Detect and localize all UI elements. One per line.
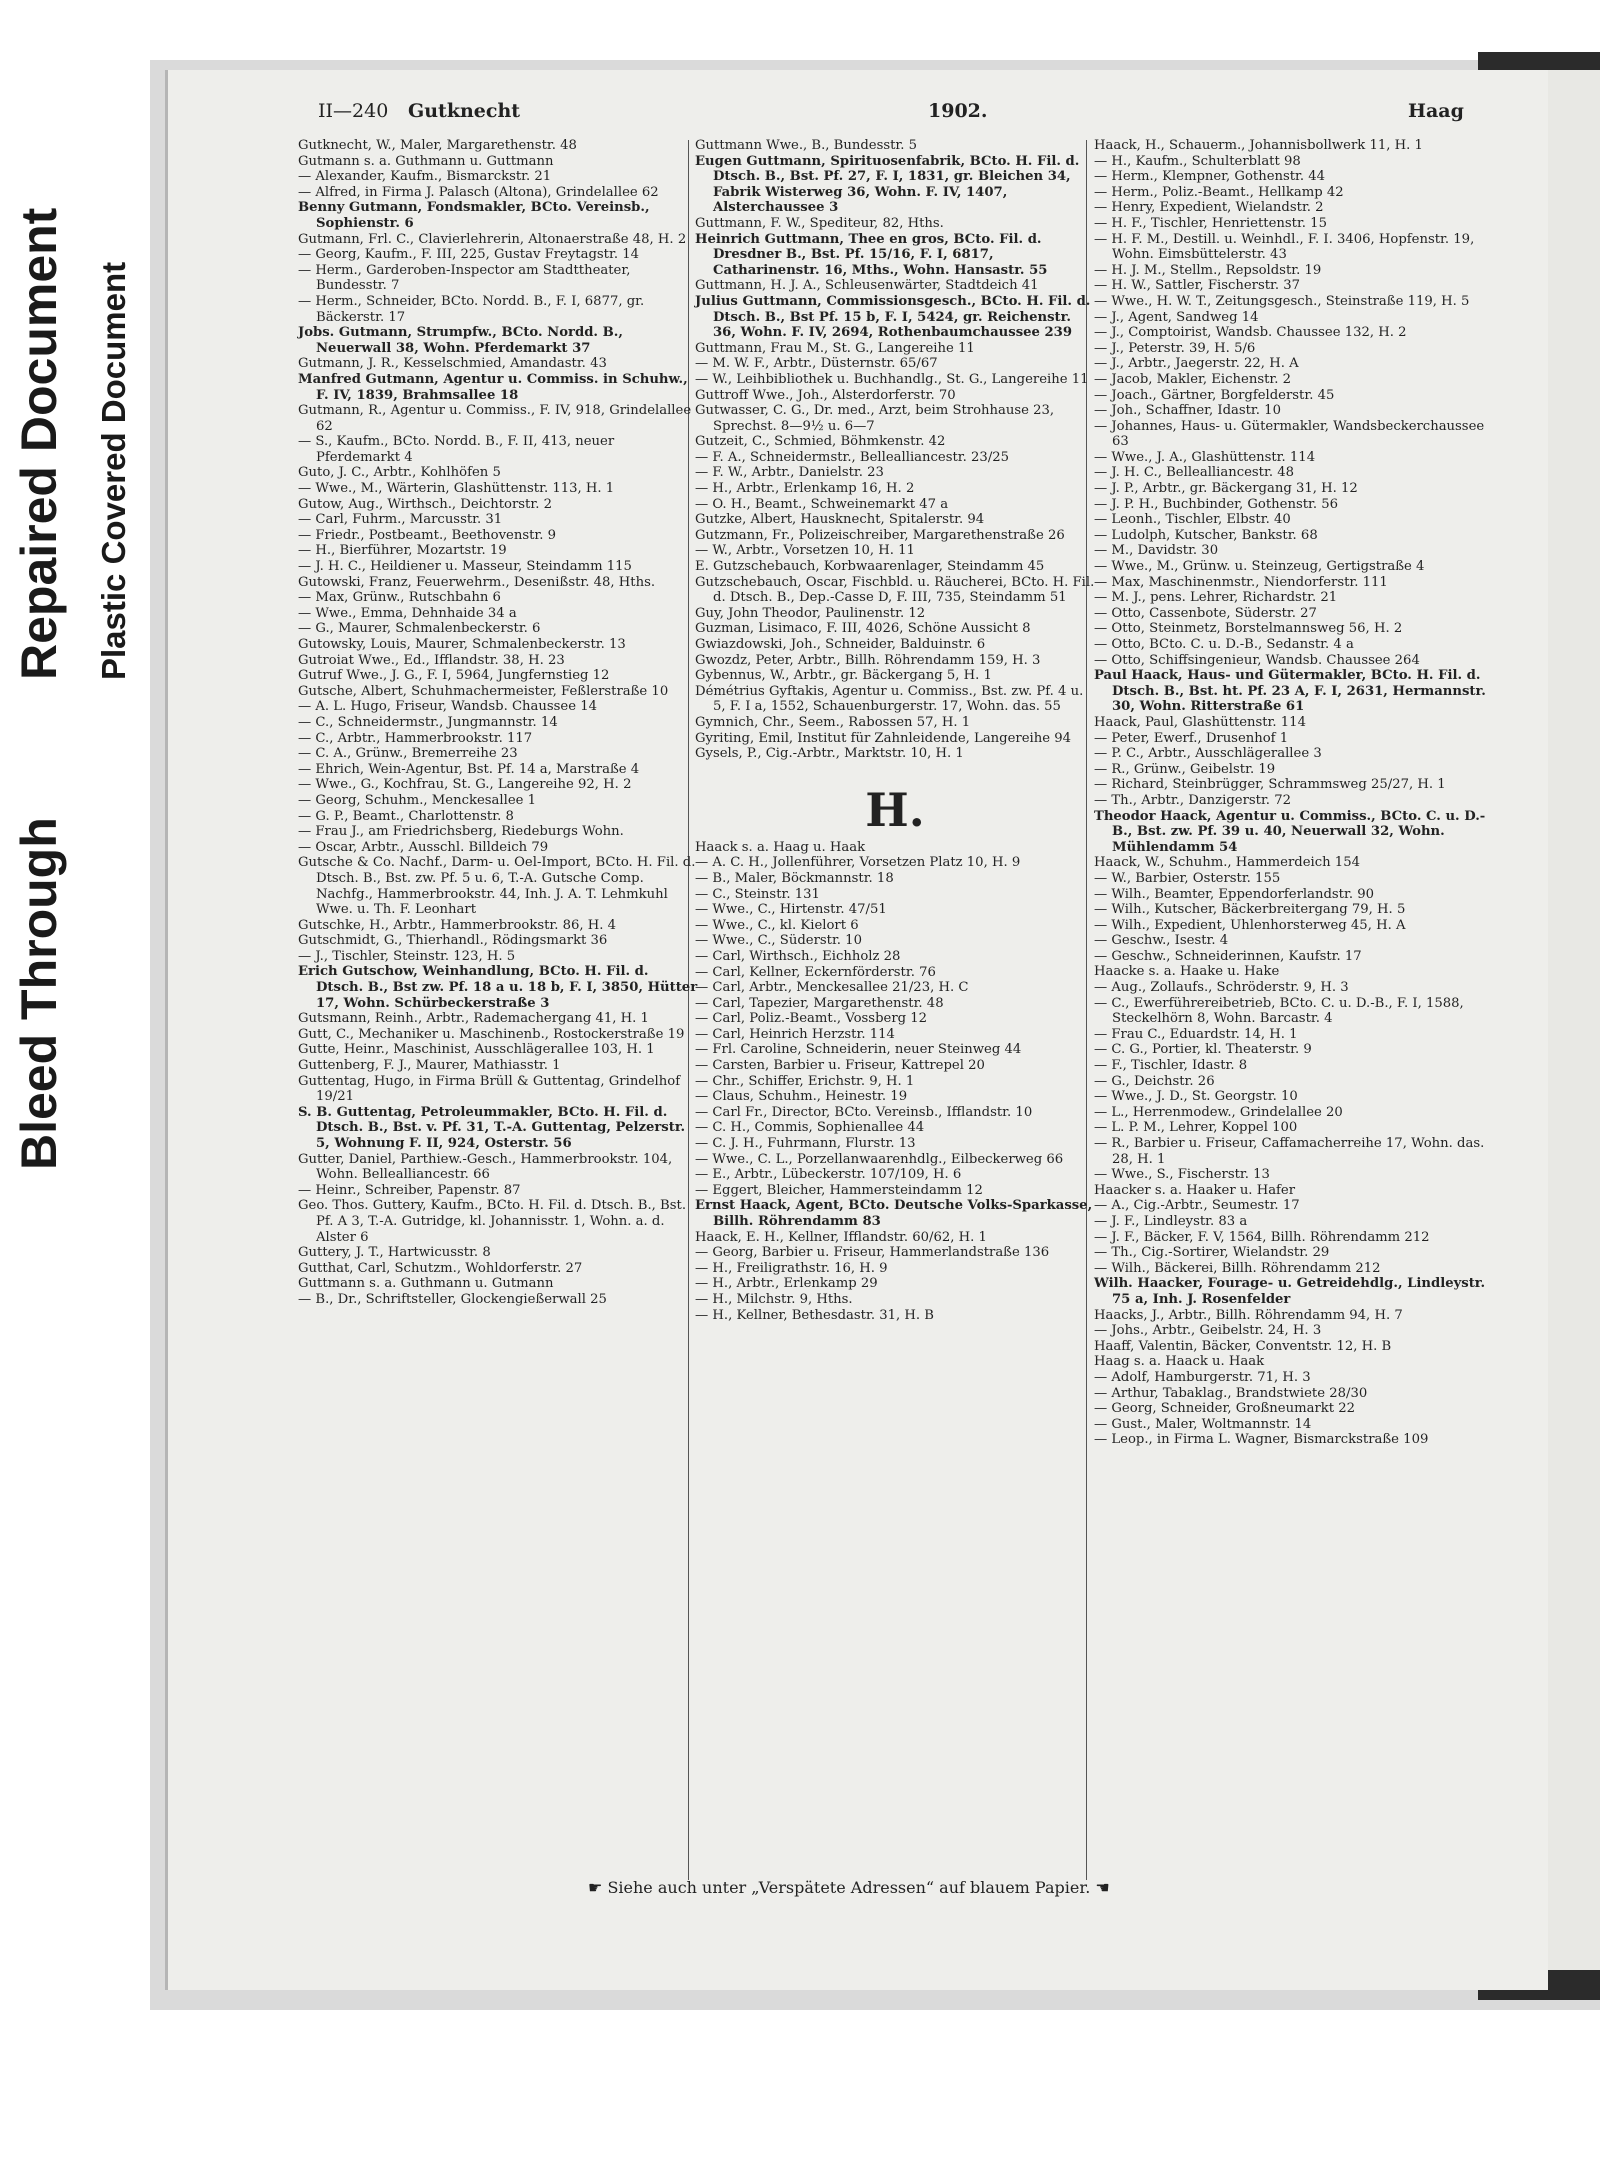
directory-entry: — Wwe., G., Kochfrau, St. G., Langereihe 92, H. 2 (298, 777, 632, 793)
directory-entry: — Georg, Kaufm., F. III, 225, Gustav Freytagstr. 14 (298, 247, 639, 263)
directory-entry: — C. G., Portier, kl. Theaterstr. 9 (1094, 1042, 1312, 1058)
directory-entry: Gutte, Heinr., Maschinist, Ausschlägerallee 103, H. 1 (298, 1042, 655, 1058)
directory-entry: — J. H. C., Heildiener u. Masseur, Steindamm 115 (298, 559, 632, 575)
directory-entry: Gutt, C., Mechaniker u. Maschinenb., Rostockerstraße 19 (298, 1026, 685, 1042)
side-label-bleed-through: Bleed Through (11, 817, 67, 1170)
directory-entry: Haack, Paul, Glashüttenstr. 114 (1094, 714, 1306, 730)
directory-entry: — Johs., Arbtr., Geibelstr. 24, H. 3 (1094, 1323, 1322, 1339)
directory-entry: — Th., Cig.-Sortirer, Wielandstr. 29 (1094, 1245, 1330, 1261)
footer-text: Siehe auch unter „Verspätete Adressen“ auf blauem Papier. (607, 1878, 1091, 1897)
directory-entry: — S., Kaufm., BCto. Nordd. B., F. II, 413, neuer Pferdemarkt 4 (298, 434, 615, 465)
directory-entry: Gutschmidt, G., Thierhandl., Rödingsmarkt 36 (298, 933, 608, 949)
directory-entry: Haack, E. H., Kellner, Ifflandstr. 60/62, H. 1 (695, 1229, 987, 1245)
directory-entry: — Herm., Garderoben-Inspector am Stadttheater, Bundesstr. 7 (298, 262, 631, 294)
directory-entry: — Ehrich, Wein-Agentur, Bst. Pf. 14 a, Marstraße 4 (298, 761, 640, 777)
header-left-word: Gutknecht (408, 100, 521, 122)
directory-entry: — Carl, Arbtr., Menckesallee 21/23, H. C (695, 980, 969, 996)
directory-entry: Gutsche, Albert, Schuhmachermeister, Feßlerstraße 10 (298, 683, 669, 699)
directory-entry: — Carl, Fuhrm., Marcusstr. 31 (298, 512, 503, 528)
directory-entry: — M. J., pens. Lehrer, Richardstr. 21 (1094, 590, 1338, 606)
directory-entry: — Friedr., Postbeamt., Beethovenstr. 9 (298, 527, 557, 543)
directory-entry: — Carl, Tapezier, Margarethenstr. 48 (695, 995, 944, 1011)
directory-entry: — Frau C., Eduardstr. 14, H. 1 (1094, 1026, 1298, 1042)
directory-entry: Guttentag, Hugo, in Firma Brüll & Guttentag, Grindelhof 19/21 (298, 1073, 681, 1105)
directory-entry: Gutter, Daniel, Parthiew.-Gesch., Hammerbrookstr. 104, Wohn. Bellealliancestr. 66 (298, 1151, 673, 1183)
directory-entry: — Georg, Barbier u. Friseur, Hammerlandstraße 136 (695, 1245, 1050, 1261)
directory-entry: Theodor Haack, Agentur u. Commiss., BCto. C. u. D.-B., Bst. zw. Pf. 39 u. 40, Neuerwall 32, Wohn. Mühlendamm 54 (1094, 808, 1486, 855)
directory-entry: — J. F., Bäcker, F. V, 1564, Billh. Röhrendamm 212 (1094, 1229, 1430, 1245)
directory-entry: — Wwe., J. A., Glashüttenstr. 114 (1094, 449, 1316, 465)
directory-entry: Guy, John Theodor, Paulinenstr. 12 (695, 605, 926, 621)
directory-entry: — Otto, Schiffsingenieur, Wandsb. Chaussee 264 (1094, 652, 1420, 668)
directory-entry: — Frau J., am Friedrichsberg, Riedeburgs Wohn. (298, 824, 624, 840)
directory-entry: — H., Arbtr., Erlenkamp 16, H. 2 (695, 481, 915, 497)
column-2-entries-g (695, 138, 1095, 762)
directory-entry: — Frl. Caroline, Schneiderin, neuer Steinweg 44 (695, 1042, 1022, 1058)
directory-entry: Gybennus, W., Arbtr., gr. Bäckergang 5, H. 1 (695, 668, 992, 684)
directory-entry: Wilh. Haacker, Fourage- u. Getreidehdlg., Lindleystr. 75 a, Inh. J. Rosenfelder (1094, 1276, 1486, 1307)
directory-entry: — Wwe., C., Süderstr. 10 (695, 933, 862, 949)
directory-entry: — Oscar, Arbtr., Ausschl. Billdeich 79 (298, 839, 549, 855)
directory-entry: — Gust., Maler, Woltmannstr. 14 (1094, 1416, 1312, 1432)
directory-entry: — P. C., Arbtr., Ausschlägerallee 3 (1094, 746, 1322, 762)
directory-entry: Gutsche & Co. Nachf., Darm- u. Oel-Import, BCto. H. Fil. d. Dtsch. B., Bst. zw. Pf. 5 u. 6, T.-A. Gutsche Comp. Nachfg., Hammerbrookstr. 44, Inh. J. A. T. Lehmkuhl Wwe. u. Th. F. Leonhart (298, 855, 696, 918)
directory-entry: — H., Kellner, Bethesdastr. 31, H. B (695, 1307, 934, 1323)
directory-entry: Haack, H., Schauerm., Johannisbollwerk 11, H. 1 (1094, 138, 1423, 153)
section-letter-h: H. (865, 782, 925, 837)
directory-entry: — A., Cig.-Arbtr., Seumestr. 17 (1094, 1198, 1300, 1214)
directory-entry: E. Gutzschebauch, Korbwaarenlager, Steindamm 45 (695, 559, 1045, 575)
column-1 (298, 138, 698, 1308)
directory-entry: — Carsten, Barbier u. Friseur, Kattrepel 20 (695, 1058, 985, 1074)
directory-entry: Guttmann, H. J. A., Schleusenwärter, Stadtdeich 41 (695, 278, 1039, 294)
directory-entry: Gutowsky, Louis, Maurer, Schmalenbeckerstr. 13 (298, 637, 626, 652)
directory-entry: — A. L. Hugo, Friseur, Wandsb. Chaussee 14 (298, 699, 598, 715)
directory-entry: — Max, Maschinenmstr., Niendorferstr. 111 (1094, 574, 1388, 590)
directory-entry: — Jacob, Makler, Eichenstr. 2 (1094, 371, 1292, 387)
directory-entry: — C., Schneidermstr., Jungmannstr. 14 (298, 714, 558, 730)
directory-entry: — H. F. M., Destill. u. Weinhdl., F. I. 3406, Hopfenstr. 19, Wohn. Eimsbüttelerstr. 43 (1094, 231, 1475, 263)
directory-entry: — Otto, Steinmetz, Borstelmannsweg 56, H. 2 (1094, 621, 1403, 637)
directory-entry: — H., Arbtr., Erlenkamp 29 (695, 1276, 878, 1292)
directory-entry: — Wilh., Bäckerei, Billh. Röhrendamm 212 (1094, 1260, 1381, 1276)
directory-entry: — Wwe., S., Fischerstr. 13 (1094, 1167, 1270, 1183)
directory-entry: — Max, Grünw., Rutschbahn 6 (298, 590, 501, 606)
directory-entry: — J., Comptoirist, Wandsb. Chaussee 132, H. 2 (1094, 325, 1407, 341)
directory-entry: Guttery, J. T., Hartwicusstr. 8 (298, 1245, 491, 1261)
directory-entry: S. B. Guttentag, Petroleummakler, BCto. H. Fil. d. Dtsch. B., Bst. v. Pf. 31, T.-A. Guttentag, Pelzerstr. 5, Wohnung F. II, 924, Osterstr. 56 (298, 1104, 686, 1151)
directory-entry: — Wwe., J. D., St. Georgstr. 10 (1094, 1089, 1298, 1105)
directory-entry: — H., Kaufm., Schulterblatt 98 (1094, 153, 1301, 169)
directory-entry: — Aug., Zollaufs., Schröderstr. 9, H. 3 (1094, 980, 1349, 996)
directory-entry: Gutmann, R., Agentur u. Commiss., F. IV, 918, Grindelallee 62 (298, 403, 692, 434)
directory-entry: Gutmann s. a. Guthmann u. Guttmann (298, 153, 554, 169)
directory-entry: Julius Guttmann, Commissionsgesch., BCto. H. Fil. d. Dtsch. B., Bst Pf. 15 b, F. I, 5424, gr. Reichenstr. 36, Wohn. F. IV, 2694, Rothenbaumchaussee 239 (695, 293, 1091, 341)
directory-entry: Paul Haack, Haus- und Gütermakler, BCto. H. Fil. d. Dtsch. B., Bst. ht. Pf. 23 A, F. I, 2631, Hermannstr. 30, Wohn. Ritterstraße 61 (1094, 668, 1486, 715)
directory-entry: — C. J. H., Fuhrmann, Flurstr. 13 (695, 1136, 916, 1152)
directory-entry: — H., Milchstr. 9, Hths. (695, 1291, 853, 1307)
directory-entry: — Leonh., Tischler, Elbstr. 40 (1094, 512, 1291, 528)
directory-entry: — Geschw., Isestr. 4 (1094, 933, 1229, 949)
column-2-entries-h (695, 840, 1095, 1323)
directory-entry: Gutowski, Franz, Feuerwehrm., Desenißstr. 48, Hths. (298, 574, 656, 590)
column-3 (1094, 138, 1494, 1448)
directory-entry: — F. W., Arbtr., Danielstr. 23 (695, 465, 884, 481)
directory-entry: — Wwe., C., kl. Kielort 6 (695, 917, 859, 933)
directory-entry: Guttmann, F. W., Spediteur, 82, Hths. (695, 215, 944, 231)
directory-entry: — Peter, Ewerf., Drusenhof 1 (1094, 730, 1289, 746)
directory-entry: Gwiazdowski, Joh., Schneider, Balduinstr. 6 (695, 637, 986, 652)
directory-entry: — M., Davidstr. 30 (1094, 543, 1219, 559)
directory-entry: — Claus, Schuhm., Heinestr. 19 (695, 1089, 908, 1105)
header-right-word: Haag (1408, 100, 1464, 122)
directory-entry: — L. P. M., Lehrer, Koppel 100 (1094, 1120, 1298, 1136)
directory-entry: — H. W., Sattler, Fischerstr. 37 (1094, 278, 1301, 294)
directory-entry: Guto, J. C., Arbtr., Kohlhöfen 5 (298, 465, 501, 481)
directory-entry: — J., Peterstr. 39, H. 5/6 (1094, 340, 1256, 356)
directory-entry: — J., Agent, Sandweg 14 (1094, 309, 1259, 325)
directory-entry: — Georg, Schuhm., Menckesallee 1 (298, 792, 537, 808)
adjacent-page-edge (1545, 70, 1600, 1970)
directory-entry: — G., Deichstr. 26 (1094, 1073, 1215, 1089)
directory-entry: Heinrich Guttmann, Thee en gros, BCto. Fil. d. Dresdner B., Bst. Pf. 15/16, F. I, 6817, Catharinenstr. 16, Mths., Wohn. Hansastr. 55 (695, 231, 1048, 278)
directory-entry: Gutsmann, Reinh., Arbtr., Rademachergang 41, H. 1 (298, 1011, 649, 1027)
directory-entry: Gwozdz, Peter, Arbtr., Billh. Röhrendamm 159, H. 3 (695, 652, 1041, 668)
directory-entry: Gutschke, H., Arbtr., Hammerbrookstr. 86, H. 4 (298, 917, 617, 933)
directory-entry: — L., Herrenmodew., Grindelallee 20 (1094, 1104, 1343, 1120)
directory-entry: Gymnich, Chr., Seem., Rabossen 57, H. 1 (695, 714, 971, 730)
directory-entry: — Carl, Poliz.-Beamt., Vossberg 12 (695, 1011, 928, 1027)
directory-entry: — C., Ewerführereibetrieb, BCto. C. u. D.-B., F. I, 1588, Steckelhörn 8, Wohn. Barcastr. 4 (1094, 995, 1464, 1027)
directory-entry: Gutzmann, Fr., Polizeischreiber, Margarethenstraße 26 (695, 527, 1065, 543)
directory-entry: — Alfred, in Firma J. Palasch (Altona), Grindelallee 62 (298, 184, 659, 200)
directory-entry: — C., Arbtr., Hammerbrookstr. 117 (298, 730, 533, 746)
page-header (318, 100, 1548, 140)
directory-entry: Geo. Thos. Guttery, Kaufm., BCto. H. Fil. d. Dtsch. B., Bst. Pf. A 3, T.-A. Gutridge, kl. Johannisstr. 1, Wohn. a. d. Alster 6 (298, 1198, 687, 1245)
directory-entry: Haacks, J., Arbtr., Billh. Röhrendamm 94, H. 7 (1094, 1307, 1403, 1323)
directory-entry: — M. W. F., Arbtr., Düsternstr. 65/67 (695, 356, 938, 372)
directory-entry: Gutzke, Albert, Hausknecht, Spitalerstr. 94 (695, 512, 985, 528)
directory-entry: Guttmann Wwe., B., Bundesstr. 5 (695, 138, 918, 153)
directory-entry: Gutknecht, W., Maler, Margarethenstr. 48 (298, 138, 577, 153)
directory-entry: Guttroff Wwe., Joh., Alsterdorferstr. 70 (695, 387, 956, 403)
directory-entry: — W., Barbier, Osterstr. 155 (1094, 870, 1281, 886)
directory-entry: — Arthur, Tabaklag., Brandstwiete 28/30 (1094, 1385, 1368, 1401)
directory-entry: — A. C. H., Jollenführer, Vorsetzen Platz 10, H. 9 (695, 855, 1021, 871)
directory-entry: Gutmann, Frl. C., Clavierlehrerin, Altonaerstraße 48, H. 2 (298, 231, 687, 247)
directory-entry: Guttenberg, F. J., Maurer, Mathiasstr. 1 (298, 1058, 561, 1074)
directory-entry: — Carl Fr., Director, BCto. Vereinsb., Ifflandstr. 10 (695, 1104, 1033, 1120)
directory-entry: — J. H. C., Bellealliancestr. 48 (1094, 465, 1294, 481)
directory-entry: — Herm., Klempner, Gothenstr. 44 (1094, 169, 1326, 185)
directory-entry: — Adolf, Hamburgerstr. 71, H. 3 (1094, 1369, 1311, 1385)
directory-entry: — W., Leihbibliothek u. Buchhandlg., St. G., Langereihe 11 (695, 371, 1089, 387)
directory-entry: — Otto, Cassenbote, Süderstr. 27 (1094, 605, 1317, 621)
directory-entry: Guttmann s. a. Guthmann u. Gutmann (298, 1276, 554, 1292)
directory-entry: Gutzeit, C., Schmied, Böhmkenstr. 42 (695, 434, 946, 450)
side-label-repaired: Repaired Document (11, 207, 67, 680)
directory-entry: — H. F., Tischler, Henriettenstr. 15 (1094, 215, 1327, 231)
directory-entry: Démétrius Gyftakis, Agentur u. Commiss., Bst. zw. Pf. 4 u. 5, F. I a, 1552, Schauenburgerstr. 17, Wohn. das. 55 (695, 683, 1084, 715)
directory-entry: — Eggert, Bleicher, Hammersteindamm 12 (695, 1182, 983, 1198)
directory-entry: — Richard, Steinbrügger, Schrammsweg 25/27, H. 1 (1094, 777, 1446, 793)
directory-entry: — F., Tischler, Idastr. 8 (1094, 1058, 1248, 1074)
directory-entry: — Wilh., Expedient, Uhlenhorsterweg 45, H. A (1094, 917, 1406, 933)
directory-entry: — B., Dr., Schriftsteller, Glockengießerwall 25 (298, 1291, 607, 1307)
directory-entry: — E., Arbtr., Lübeckerstr. 107/109, H. 6 (695, 1167, 962, 1183)
directory-entry: Erich Gutschow, Weinhandlung, BCto. H. Fil. d. Dtsch. B., Bst zw. Pf. 18 a u. 18 b, F. I, 3850, Hütter 17, Wohn. Schürbeckerstraße 3 (298, 964, 698, 1011)
directory-entry: — J., Tischler, Steinstr. 123, H. 5 (298, 948, 516, 964)
directory-entry: — Carl, Wirthsch., Eichholz 28 (695, 948, 901, 964)
directory-entry: — Otto, BCto. C. u. D.-B., Sedanstr. 4 a (1094, 637, 1354, 652)
directory-entry: — Chr., Schiffer, Erichstr. 9, H. 1 (695, 1073, 915, 1089)
directory-entry: — Johannes, Haus- u. Gütermakler, Wandsbeckerchaussee 63 (1094, 418, 1485, 450)
directory-entry: — Carl, Kellner, Eckernförderstr. 76 (695, 964, 936, 980)
directory-entry: Gutwasser, C. G., Dr. med., Arzt, beim Strohhause 23, Sprechst. 8—9½ u. 6—7 (695, 403, 1055, 434)
directory-entry: — F. A., Schneidermstr., Bellealliancestr. 23/25 (695, 449, 1010, 465)
directory-entry: Haack s. a. Haag u. Haak (695, 839, 866, 855)
directory-entry: Gysels, P., Cig.-Arbtr., Marktstr. 10, H. 1 (695, 746, 964, 762)
directory-entry: Guttmann, Frau M., St. G., Langereihe 11 (695, 340, 975, 356)
directory-entry: — H., Bierführer, Mozartstr. 19 (298, 543, 507, 559)
directory-entry: — R., Barbier u. Friseur, Caffamacherreihe 17, Wohn. das. 28, H. 1 (1094, 1136, 1485, 1167)
directory-entry: — Henry, Expedient, Wielandstr. 2 (1094, 200, 1324, 216)
directory-entry: — Wilh., Beamter, Eppendorferlandstr. 90 (1094, 886, 1374, 902)
directory-entry: — J. F., Lindleystr. 83 a (1094, 1213, 1248, 1229)
directory-entry: — O. H., Beamt., Schweinemarkt 47 a (695, 496, 949, 512)
footer-note: ☛ Siehe auch unter „Verspätete Adressen“ auf blauem Papier. ☚ (588, 1878, 1110, 1897)
directory-entry: Gutmann, J. R., Kesselschmied, Amandastr. 43 (298, 356, 607, 372)
directory-entry: Benny Gutmann, Fondsmakler, BCto. Vereinsb., Sophienstr. 6 (298, 200, 650, 231)
side-label-plastic-covered: Plastic Covered Document (95, 261, 132, 680)
directory-entry: — Carl, Heinrich Herzstr. 114 (695, 1026, 895, 1042)
directory-page (165, 70, 1548, 1990)
directory-entry: — Joach., Gärtner, Borgfelderstr. 45 (1094, 387, 1335, 403)
directory-entry: Jobs. Gutmann, Strumpfw., BCto. Nordd. B., Neuerwall 38, Wohn. Pferdemarkt 37 (298, 325, 623, 356)
directory-entry: — Alexander, Kaufm., Bismarckstr. 21 (298, 169, 552, 185)
directory-entry: — J. P. H., Buchbinder, Gothenstr. 56 (1094, 496, 1339, 512)
directory-entry: — Th., Arbtr., Danzigerstr. 72 (1094, 792, 1291, 808)
directory-entry: Gutthat, Carl, Schutzm., Wohldorferstr. 27 (298, 1260, 583, 1276)
directory-entry: Gutzschebauch, Oscar, Fischbld. u. Räucherei, BCto. H. Fil. d. Dtsch. B., Dep.-Casse D, F. III, 735, Steindamm 51 (695, 574, 1095, 606)
directory-entry: — Wwe., Emma, Dehnhaide 34 a (298, 605, 517, 621)
directory-entry: — C. H., Commis, Sophienallee 44 (695, 1120, 925, 1136)
directory-entry: — Leop., in Firma L. Wagner, Bismarckstraße 109 (1094, 1432, 1429, 1448)
page-number: II—240 (318, 100, 389, 122)
header-year: 1902. (928, 100, 988, 122)
directory-entry: Ernst Haack, Agent, BCto. Deutsche Volks-Sparkasse, Billh. Röhrendamm 83 (695, 1198, 1093, 1229)
directory-entry: Haacker s. a. Haaker u. Hafer (1094, 1182, 1296, 1198)
directory-entry: — Wilh., Kutscher, Bäckerbreitergang 79, H. 5 (1094, 902, 1406, 918)
directory-entry: — Herm., Poliz.-Beamt., Hellkamp 42 (1094, 184, 1344, 200)
directory-entry: — Wwe., M., Wärterin, Glashüttenstr. 113, H. 1 (298, 481, 615, 497)
column-2 (695, 138, 1095, 1323)
directory-entry: — Ludolph, Kutscher, Bankstr. 68 (1094, 527, 1318, 543)
directory-entry: — J. P., Arbtr., gr. Bäckergang 31, H. 12 (1094, 481, 1358, 497)
directory-entry: Eugen Guttmann, Spirituosenfabrik, BCto. H. Fil. d. Dtsch. B., Bst. Pf. 27, F. I, 1831, gr. Bleichen 34, Fabrik Wisterweg 36, Wohn. F. IV, 1407, Alsterchaussee 3 (695, 153, 1080, 216)
directory-entry: Manfred Gutmann, Agentur u. Commiss. in Schuhw., F. IV, 1839, Brahmsallee 18 (298, 371, 688, 403)
directory-entry: — J., Arbtr., Jaegerstr. 22, H. A (1094, 356, 1299, 372)
directory-entry: Guzman, Lisimaco, F. III, 4026, Schöne Aussicht 8 (695, 621, 1031, 637)
directory-entry: Gutroiat Wwe., Ed., Ifflandstr. 38, H. 23 (298, 652, 565, 668)
directory-entry: — Wwe., M., Grünw. u. Steinzeug, Gertigstraße 4 (1094, 559, 1425, 575)
directory-entry: — Herm., Schneider, BCto. Nordd. B., F. I, 6877, gr. Bäckerstr. 17 (298, 293, 645, 325)
directory-entry: — B., Maler, Böckmannstr. 18 (695, 870, 894, 886)
directory-entry: — H. J. M., Stellm., Repsoldstr. 19 (1094, 262, 1322, 278)
directory-entry: Haag s. a. Haack u. Haak (1094, 1354, 1265, 1370)
directory-entry: Haack, W., Schuhm., Hammerdeich 154 (1094, 855, 1360, 871)
directory-entry: — G. P., Beamt., Charlottenstr. 8 (298, 808, 514, 824)
directory-entry: — Georg, Schneider, Großneumarkt 22 (1094, 1401, 1356, 1417)
directory-entry: Haacke s. a. Haake u. Hake (1094, 964, 1280, 980)
directory-entry: Haaff, Valentin, Bäcker, Conventstr. 12, H. B (1094, 1338, 1392, 1354)
directory-entry: — H., Freiligrathstr. 16, H. 9 (695, 1260, 888, 1276)
directory-entry: — Joh., Schaffner, Idastr. 10 (1094, 403, 1281, 419)
directory-entry: — Wwe., C., Hirtenstr. 47/51 (695, 902, 887, 918)
directory-entry: — Wwe., C. L., Porzellanwaarenhdlg., Eilbeckerweg 66 (695, 1151, 1064, 1167)
directory-entry: Gyriting, Emil, Institut für Zahnleidende, Langereihe 94 (695, 730, 1072, 746)
directory-entry: — C. A., Grünw., Bremerreihe 23 (298, 746, 518, 762)
directory-entry: — Geschw., Schneiderinnen, Kaufstr. 17 (1094, 948, 1362, 964)
directory-entry: Gutow, Aug., Wirthsch., Deichtorstr. 2 (298, 496, 552, 512)
directory-entry: — R., Grünw., Geibelstr. 19 (1094, 761, 1276, 777)
directory-entry: — C., Steinstr. 131 (695, 886, 820, 902)
directory-entry: — Wwe., H. W. T., Zeitungsgesch., Steinstraße 119, H. 5 (1094, 293, 1470, 309)
directory-entry: Gutruf Wwe., J. G., F. I, 5964, Jungfernstieg 12 (298, 668, 610, 684)
directory-entry: — W., Arbtr., Vorsetzen 10, H. 11 (695, 543, 915, 559)
directory-entry: — Heinr., Schreiber, Papenstr. 87 (298, 1182, 521, 1198)
directory-entry: — G., Maurer, Schmalenbeckerstr. 6 (298, 621, 541, 637)
